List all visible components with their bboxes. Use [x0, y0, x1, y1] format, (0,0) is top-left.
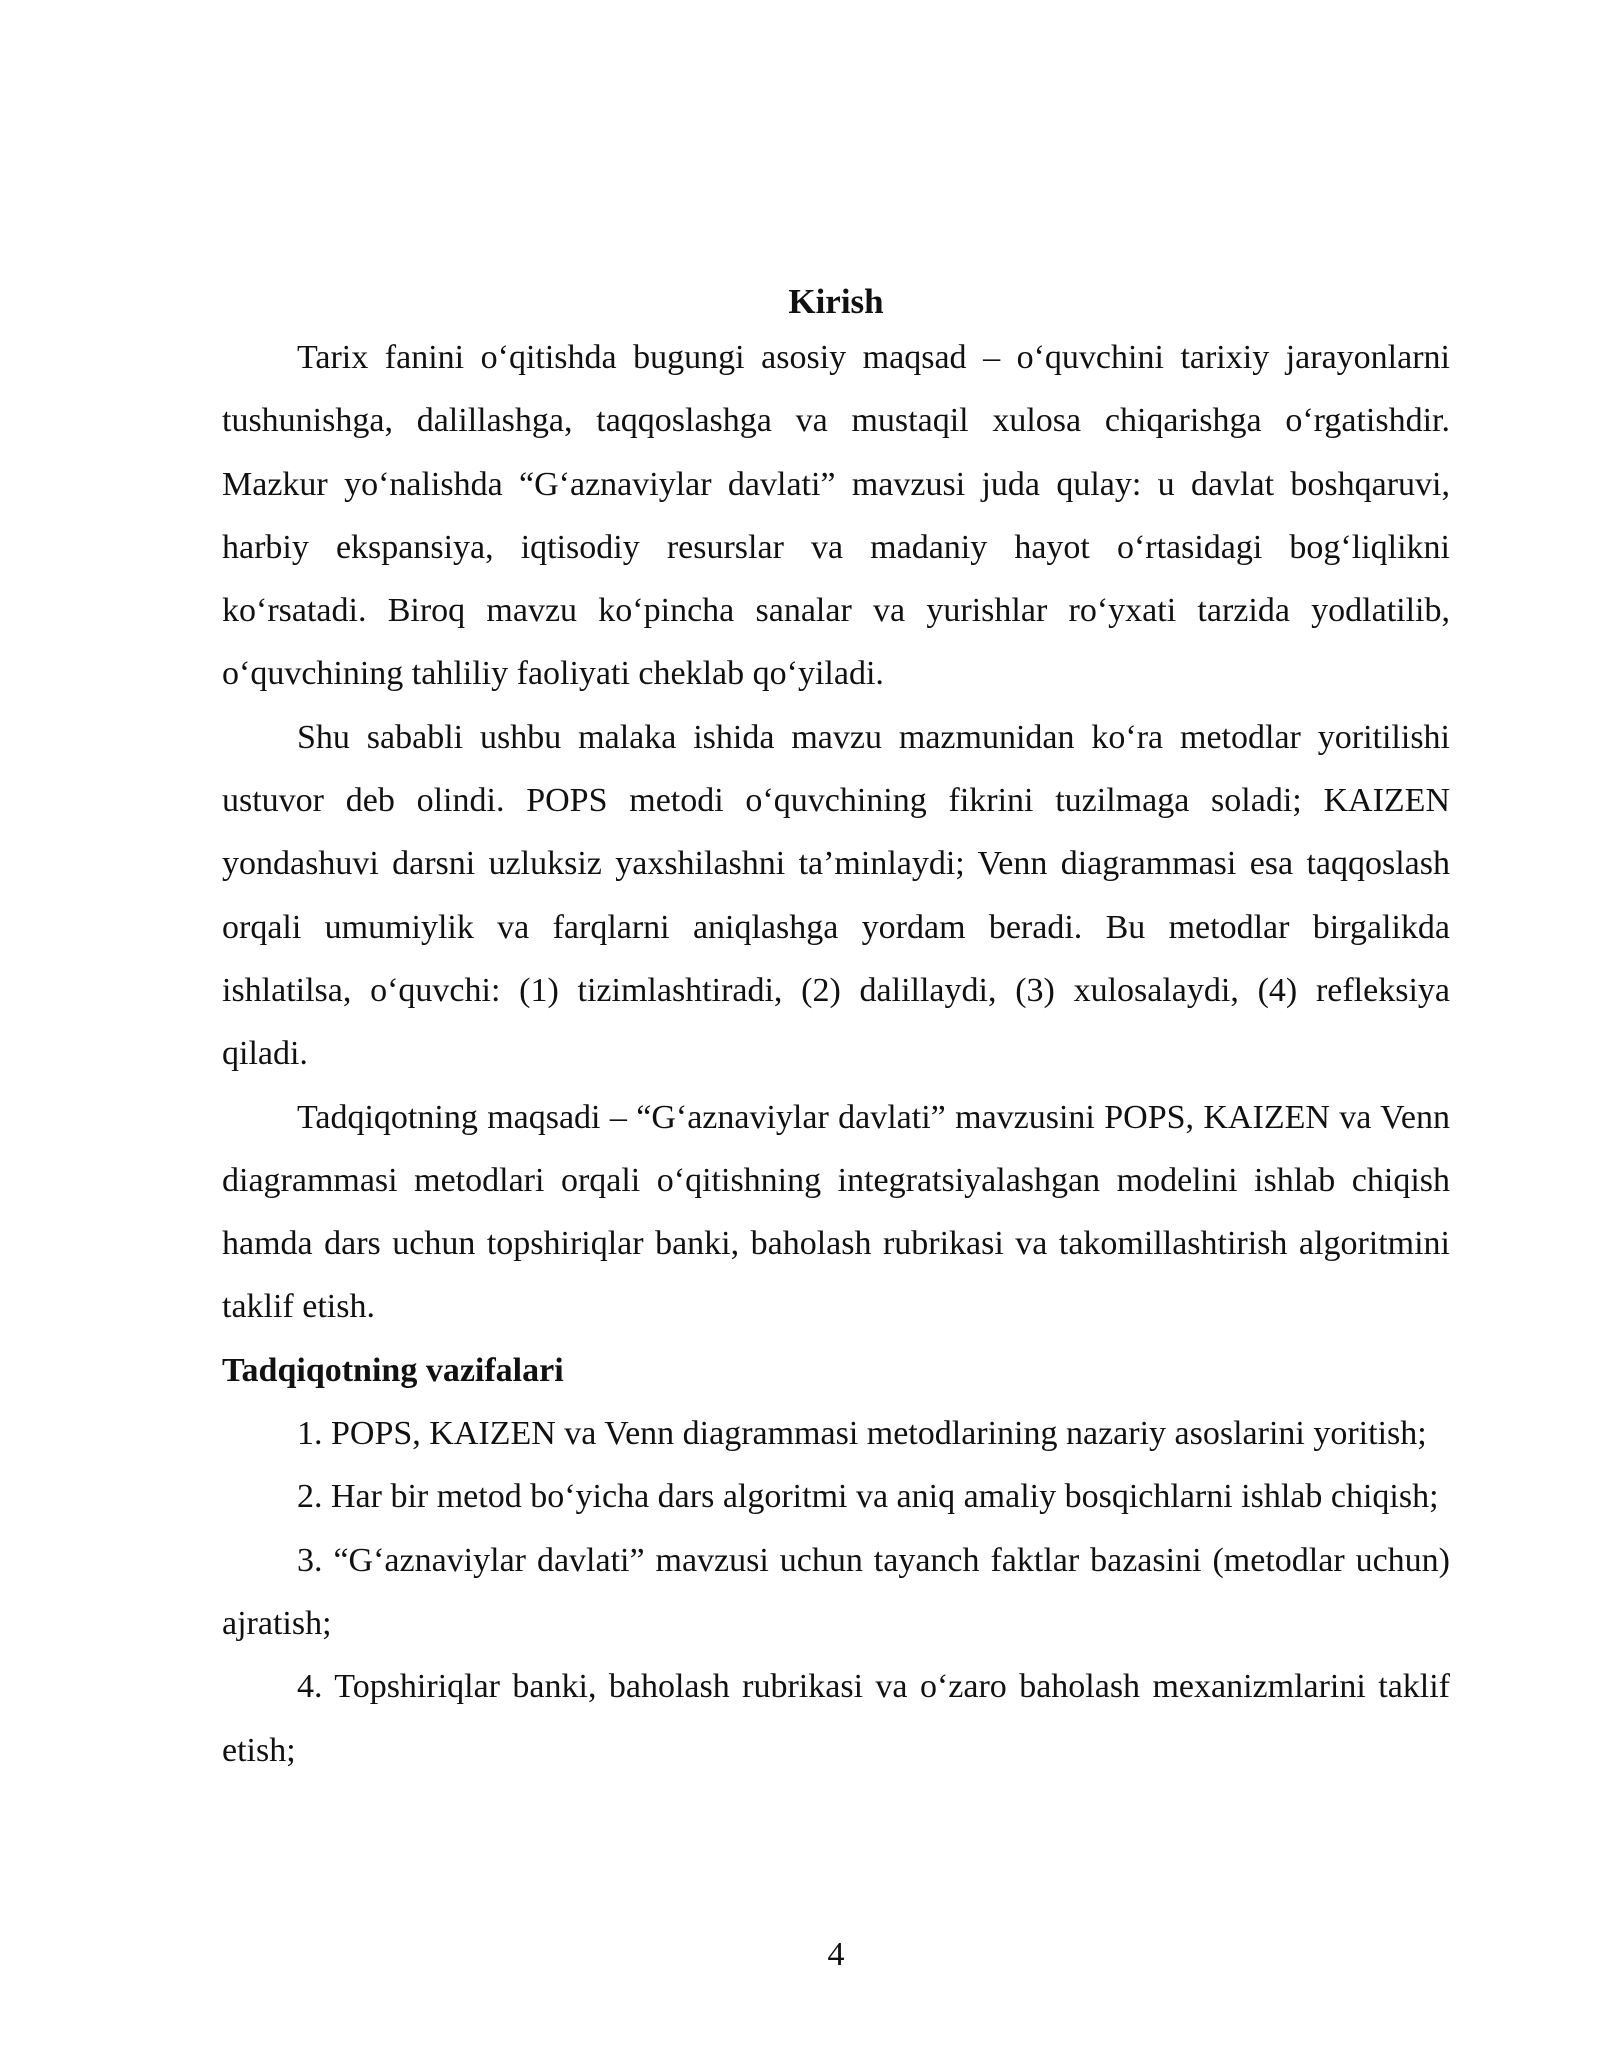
task-item-2: 2. Har bir metod bo‘yicha dars algoritmi va aniq amaliy bosqichlarni ishlab chiqish;	[297, 1478, 1439, 1516]
task-item-1: 1. POPS, KAIZEN va Venn diagrammasi metodlarining nazariy asoslarini yoritish;	[297, 1415, 1427, 1453]
section-title: Kirish	[788, 282, 884, 321]
tasks-heading: Tadqiqotning vazifalari	[222, 1351, 564, 1389]
paragraph-intro: Tarix fanini o‘qitishda bugungi asosiy maqsad – o‘quvchini tarixiy jarayonlarni tushunishga, dalillashga, taqqoslashga va mustaqil xulosa chiqarishga o‘rgatishdir. Mazkur yo‘nalishda “G‘aznaviylar davlati” mavzusi juda qulay: u davlat boshqaruvi, harbiy ekspansiya, iqtisodiy resurslar va madaniy hayot o‘rtasidagi bog‘liqlikni ko‘rsatadi. Biroq mavzu ko‘pincha sanalar va yurishlar ro‘yxati tarzida yodlatilib, o‘quvchining tahliliy faoliyati cheklab qo‘yiladi.	[222, 339, 1450, 693]
task-item-3: 3. “G‘aznaviylar davlati” mavzusi uchun tayanch faktlar bazasini (metodlar uchun) ajratish;	[222, 1541, 1450, 1642]
page-number: 4	[827, 1936, 845, 1973]
task-item-4: 4. Topshiriqlar banki, baholash rubrikasi va o‘zaro baholash mexanizmlarini taklif etish;	[222, 1668, 1450, 1769]
document-page	[222, 0, 1450, 2070]
paragraph-methods: Shu sababli ushbu malaka ishida mavzu mazmunidan ko‘ra metodlar yoritilishi ustuvor deb olindi. POPS metodi o‘quvchining fikrini tuzilmaga soladi; KAIZEN yondashuvi darsni uzluksiz yaxshilashni ta’minlaydi; Venn diagrammasi esa taqqoslash orqali umumiylik va farqlarni aniqlashga yordam beradi. Bu metodlar birgalikda ishlatilsa, o‘quvchi: (1) tizimlashtiradi, (2) dalillaydi, (3) xulosalaydi, (4) refleksiya qiladi.	[222, 718, 1450, 1073]
paragraph-goal: Tadqiqotning maqsadi – “G‘aznaviylar davlati” mavzusini POPS, KAIZEN va Venn diagrammasi metodlari orqali o‘qitishning integratsiyalashgan modelini ishlab chiqish hamda dars uchun topshiriqlar banki, baholash rubrikasi va takomillashtirish algoritmini taklif etish.	[222, 1098, 1450, 1326]
body-text	[222, 326, 1450, 1782]
